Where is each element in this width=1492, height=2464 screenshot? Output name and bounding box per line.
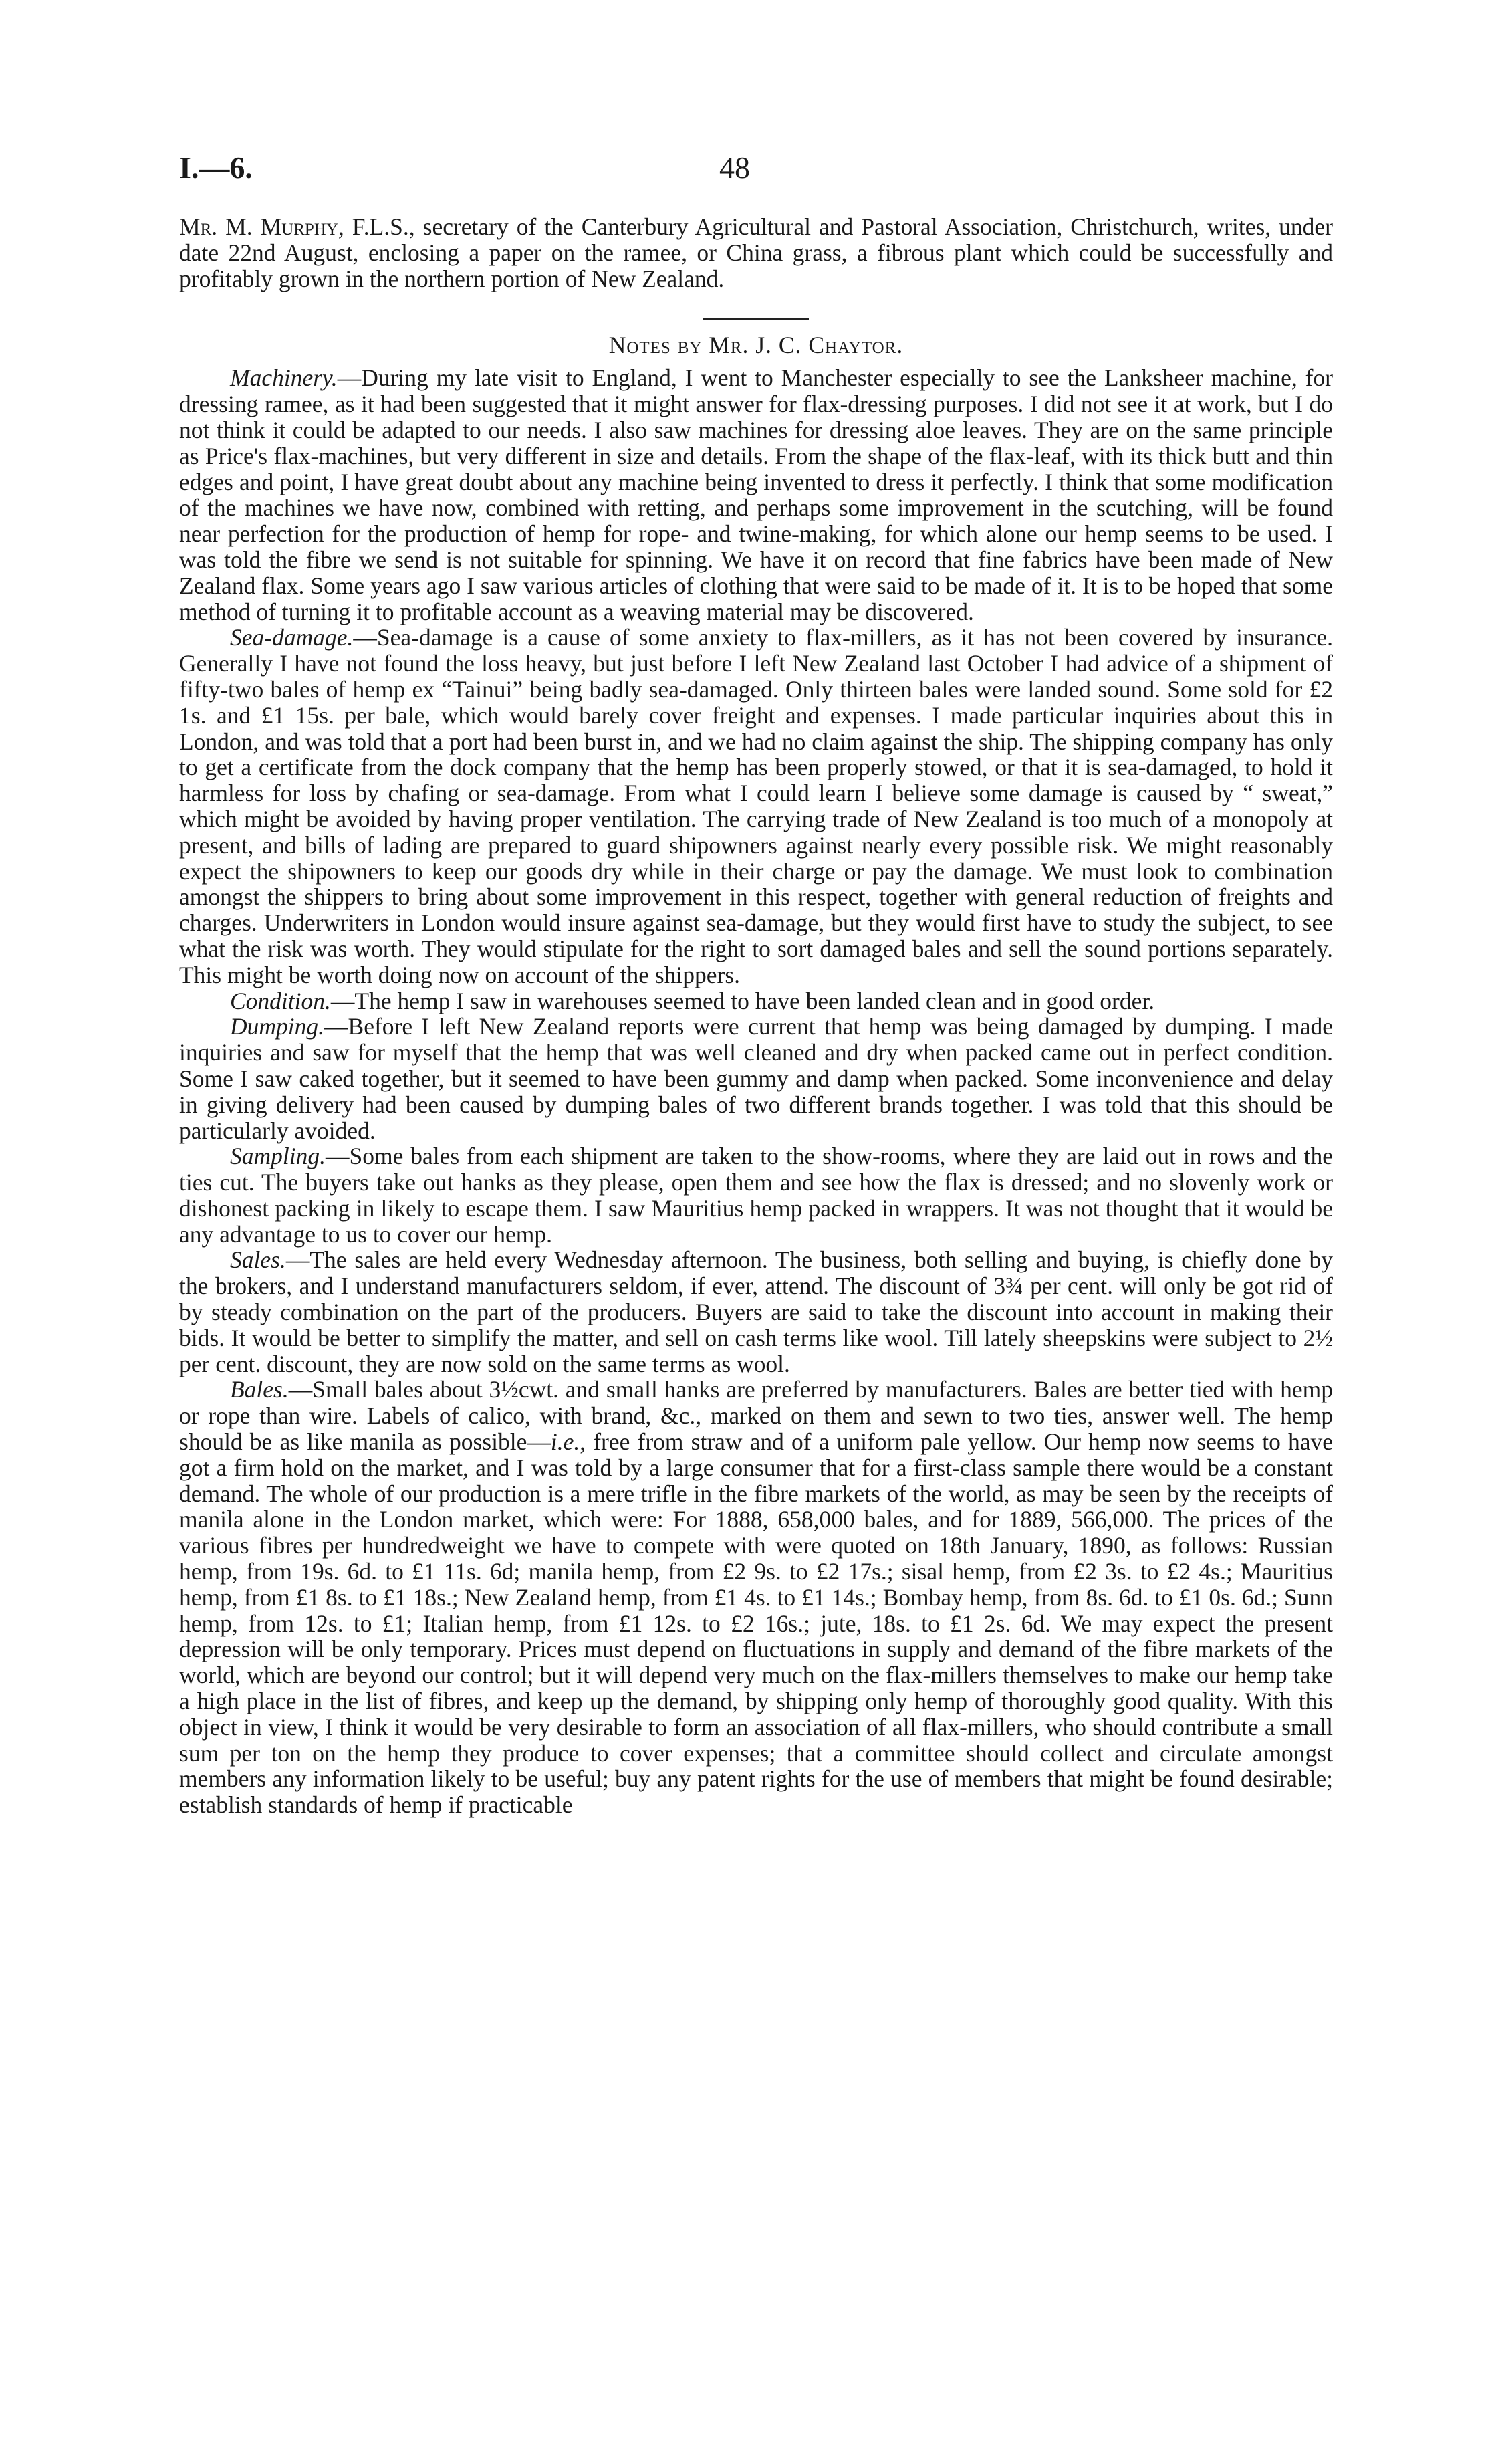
paragraph-dumping [179, 1014, 1333, 1143]
sidehead-machinery: Machinery. [230, 364, 338, 392]
intro-paragraph [179, 214, 1333, 292]
sidehead-dumping: Dumping. [230, 1013, 325, 1040]
document-page [179, 140, 1333, 1818]
paragraph-bales [179, 1377, 1333, 1818]
text-condition: —The hemp I saw in warehouses seemed to have been landed clean and in good order. [330, 987, 1155, 1014]
sidehead-bales: Bales. [230, 1376, 289, 1404]
notes-heading-end: . [896, 332, 904, 359]
sidehead-sales: Sales. [230, 1246, 286, 1274]
paragraph-condition [179, 988, 1333, 1014]
sidehead-sampling: Sampling. [230, 1143, 326, 1170]
paragraph-machinery [179, 365, 1333, 625]
text-bales: —Small bales about 3½cwt. and small hanks are preferred by manufacturers. Bales are better tied with hemp or rope than wire. Labels of calico, with brand, &c., marked on them and sewn to two ties, answer well. The hemp should be as like manila as possible— [179, 1376, 1333, 1456]
text-sales: —The sales are held every Wednesday afternoon. The business, both selling and buying, is chiefly done by the brokers, and I understand manufacturers seldom, if ever, attend. The discount of 3¾ per cent. will only be got rid of by steady combination on the part of the producers. Buyers are said to take the discount into account in making their bids. It would be better to simplify the matter, and sell on cash terms like wool. Till lately sheepskins were subject to 2½ per cent. discount, they are now sold on the same terms as wool. [179, 1246, 1333, 1377]
page-number: 48 [719, 150, 750, 185]
intro-text: , F.L.S., secretary of the Canterbury Agricultural and Pastoral Association, Christchurch, writes, under date 22nd August, enclosing a paper on the ramee, or China grass, a fibrous plant which could be successfully and profitably grown in the northern portion of New Zealand. [179, 213, 1333, 292]
text-bales-ie: i.e. [550, 1428, 580, 1456]
intro-author-name: Mr. M. Murphy [179, 213, 338, 240]
parliamentary-paper-reference: I.—6. [179, 150, 253, 185]
text-dumping: —Before I left New Zealand reports were current that hemp was being damaged by dumping. I made inquiries and saw for myself that the hemp that was well cleaned and dry when packed came out in perfect condition. Some I saw caked together, but it seemed to have been gummy and damp when packed. Some inconvenience and delay in giving delivery had been caused by dumping bales of two different brands together. I was told that this should be particularly avoided. [179, 1013, 1333, 1144]
notes-heading-label: Notes by Mr. J. C. [608, 332, 809, 359]
sidehead-condition: Condition. [230, 987, 331, 1014]
paragraph-sampling [179, 1143, 1333, 1247]
paragraph-sea-damage [179, 625, 1333, 988]
text-sampling: —Some bales from each shipment are taken to the show-rooms, where they are laid out in rows and the ties cut. The buyers take out hanks as they please, open them and see how the flax is dressed; and no slovenly work or dishonest packing in likely to escape them. I saw Mauritius hemp packed in wrappers. It was not thought that it would be any advantage to us to cover our hemp. [179, 1143, 1333, 1248]
notes-heading [179, 332, 1333, 358]
notes-heading-author: Chaytor [808, 332, 897, 359]
text-machinery: —During my late visit to England, I went to Manchester especially to see the Lanksheer machine, for dressing ramee, as it had been suggested that it might answer for flax-dressing purposes. I did not see it at work, but I do not think it could be adapted to our needs. I also saw machines for dressing aloe leaves. They are on the same principle as Price's flax-machines, but very different in size and details. From the shape of the flax-leaf, with its thick butt and thin edges and point, I have great doubt about any machine being invented to dress it perfectly. I think that some modification of the machines we have now, combined with retting, and perhaps some improvement in the scutching, will be found near perfection for the production of hemp for rope- and twine-making, for which alone our hemp seems to be used. I was told the fibre we send is not suitable for spinning. We have it on record that fine fabrics have been made of New Zealand flax. Some years ago I saw various articles of clothing that were said to be made of it. It is to be hoped that some method of turning it to profitable account as a weaving material may be discovered. [179, 364, 1333, 625]
text-bales-continued: , free from straw and of a uniform pale yellow. Our hemp now seems to have got a firm hold on the market, and I was told by a large consumer that for a first-class sample there would be a constant demand. The whole of our production is a mere trifle in the fibre markets of the world, as may be seen by the receipts of manila alone in the London market, which were: For 1888, 658,000 bales, and for 1889, 566,000. The prices of the various fibres per hundredweight we have to compete with were quoted on 18th January, 1890, as follows: Russian hemp, from 19s. 6d. to £1 11s. 6d; manila hemp, from £2 9s. to £2 17s.; sisal hemp, from £2 3s. to £2 4s.; Mauritius hemp, from £1 8s. to £1 18s.; New Zealand hemp, from £1 4s. to £1 14s.; Bombay hemp, from 8s. 6d. to £1 0s. 6d.; Sunn hemp, from 12s. to £1; Italian hemp, from £1 12s. to £2 16s.; jute, 18s. to £1 2s. 6d. We may expect the present depression will be only temporary. Prices must depend on fluctuations in supply and demand of the fibre markets of the world, which are beyond our control; but it will depend very much on the flax-millers themselves to make our hemp take a high place in the list of fibres, and keep up the demand, by shipping only hemp of thoroughly good quality. With this object in view, I think it would be very desirable to form an association of all flax-millers, who should contribute a small sum per ton on the hemp they produce to cover expenses; that a committee should collect and circulate amongst members any information likely to be useful; buy any patent rights for the use of members that might be found desirable; establish standards of hemp if practicable [179, 1428, 1333, 1819]
paragraph-sales [179, 1247, 1333, 1377]
sidehead-sea-damage: Sea-damage. [230, 624, 354, 651]
page-header [179, 140, 1333, 194]
text-sea-damage: —Sea-damage is a cause of some anxiety to flax-millers, as it has not been covered by insurance. Generally I have not found the loss heavy, but just before I left New Zealand last October I had advice of a shipment of fifty-two bales of hemp ex “Tainui” being badly sea-damaged. Only thirteen bales were landed sound. Some sold for £2 1s. and £1 15s. per bale, which would barely cover freight and expenses. I made particular inquiries about this in London, and was told that a port had been burst in, and we had no claim against the ship. The shipping company has only to get a certificate from the dock company that the hemp has been properly stowed, or that it is sea-damaged, to hold it harmless for loss by chafing or sea-damage. From what I could learn I believe some damage is caused by “ sweat,” which might be avoided by having proper ventilation. The carrying trade of New Zealand is too much of a monopoly at present, and bills of lading are prepared to guard shipowners against nearly every possible risk. We might reasonably expect the shipowners to keep our goods dry while in their charge or pay the damage. We must look to combination amongst the shippers to bring about some improvement in this respect, together with general reduction of freights and charges. Underwriters in London would insure against sea-damage, but they would first have to study the subject, to see what the risk was worth. They would stipulate for the right to sort damaged bales and sell the sound portions separately. This might be worth doing now on account of the shippers. [179, 624, 1333, 988]
section-divider [703, 318, 809, 320]
